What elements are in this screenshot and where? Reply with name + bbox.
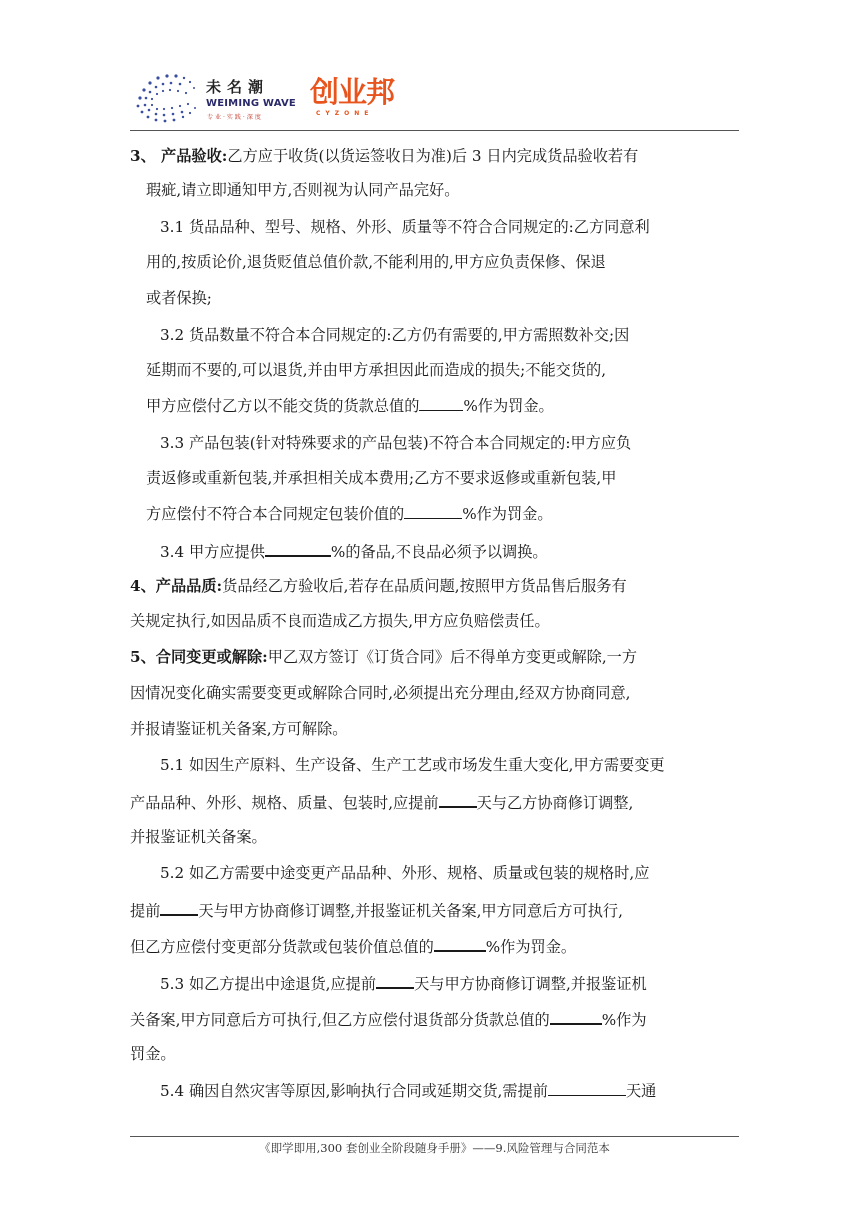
clause-5-2-line-2: 提前 天与甲方协商修订调整,并报鉴证机关备案,甲方同意后方可执行, <box>130 899 623 921</box>
section-4-heading: 4、产品品质: <box>130 577 223 595</box>
clause-3-1-line-3: 或者保换; <box>146 289 212 307</box>
section-4-line-1: 4、产品品质:货品经乙方验收后,若存在品质问题,按照甲方货品售后服务有 <box>130 577 627 595</box>
clause-5-3-line-3: 罚金。 <box>130 1045 176 1063</box>
blank-field <box>434 935 486 952</box>
section-5-line-2: 因情况变化确实需要变更或解除合同时,必须提出充分理由,经双方协商同意, <box>130 684 631 702</box>
clause-5-1-line-1: 5.1 如因生产原料、生产设备、生产工艺或市场发生重大变化,甲方需要变更 <box>160 756 665 774</box>
cyzone-logo-cn: 创业邦 <box>310 75 395 109</box>
clause-5-1-line-3: 并报鉴证机关备案。 <box>130 828 267 846</box>
blank-field <box>548 1080 626 1096</box>
clause-3-3-line-2: 责返修或重新包装,并承担相关成本费用;乙方不要求返修或重新包装,甲 <box>146 469 617 487</box>
blank-field <box>550 1008 602 1025</box>
header-divider <box>130 130 739 131</box>
blank-field <box>404 503 462 519</box>
clause-5-3-line-1: 5.3 如乙方提出中途退货,应提前 天与甲方协商修订调整,并报鉴证机 <box>160 972 647 994</box>
section-3-line-2: 瑕疵,请立即通知甲方,否则视为认同产品完好。 <box>146 181 460 199</box>
section-5-line-1: 5、合同变更或解除:甲乙双方签订《订货合同》后不得单方变更或解除,一方 <box>130 648 638 666</box>
page-header <box>130 66 740 130</box>
clause-3-2-line-3: 甲方应偿付乙方以不能交货的货款总值的 %作为罚金。 <box>146 397 554 415</box>
page-footer: 《即学即用,300 套创业全阶段随身手册》——9.风险管理与合同范本 <box>259 1141 610 1155</box>
clause-3-4: 3.4 甲方应提供 %的备品,不良品必须予以调换。 <box>160 540 548 562</box>
section-3-line-1: 3、 产品验收:乙方应于收货(以货运签收日为准)后 3 日内完成货品验收若有 <box>130 147 639 165</box>
blank-field <box>419 395 463 411</box>
weiming-wave-logo-icon <box>130 68 202 126</box>
section-5-heading: 5、合同变更或解除: <box>130 648 268 666</box>
brand-tagline: 专业·实践·深度 <box>207 114 263 121</box>
blank-field <box>439 791 477 808</box>
clause-5-3-line-2: 关备案,甲方同意后方可执行,但乙方应偿付退货部分货款总值的 %作为 <box>130 1008 647 1030</box>
section-5-line-3: 并报请鉴证机关备案,方可解除。 <box>130 720 348 738</box>
blank-field <box>160 899 198 916</box>
section-4-line-2: 关规定执行,如因品质不良而造成乙方损失,甲方应负赔偿责任。 <box>130 612 550 630</box>
blank-field <box>265 540 331 557</box>
clause-5-1-line-2: 产品品种、外形、规格、质量、包装时,应提前 天与乙方协商修订调整, <box>130 791 633 813</box>
clause-3-2-line-2: 延期而不要的,可以退货,并由甲方承担因此而造成的损失;不能交货的, <box>146 361 607 379</box>
clause-3-2-line-1: 3.2 货品数量不符合本合同规定的:乙方仍有需要的,甲方需照数补交;因 <box>160 326 630 344</box>
footer-divider <box>130 1136 739 1137</box>
clause-5-2-line-1: 5.2 如乙方需要中途变更产品品种、外形、规格、质量或包装的规格时,应 <box>160 864 650 882</box>
clause-5-2-line-3: 但乙方应偿付变更部分货款或包装价值总值的 %作为罚金。 <box>130 935 576 957</box>
section-3-heading: 3、 产品验收: <box>130 147 228 165</box>
brand-name-en: WEIMING WAVE <box>206 98 296 109</box>
brand-name-cn: 未名潮 <box>206 78 270 96</box>
cyzone-logo-en: CYZONE <box>316 110 374 117</box>
clause-5-4-line-1: 5.4 确因自然灾害等原因,影响执行合同或延期交货,需提前 天通 <box>160 1082 657 1100</box>
clause-3-3-line-3: 方应偿付不符合本合同规定包装价值的 %作为罚金。 <box>146 505 553 523</box>
clause-3-3-line-1: 3.3 产品包装(针对特殊要求的产品包装)不符合本合同规定的:甲方应负 <box>160 434 632 452</box>
blank-field <box>376 972 414 989</box>
clause-3-1-line-2: 用的,按质论价,退货贬值总值价款,不能利用的,甲方应负责保修、保退 <box>146 253 606 271</box>
clause-3-1-line-1: 3.1 货品品种、型号、规格、外形、质量等不符合合同规定的:乙方同意利 <box>160 218 650 236</box>
